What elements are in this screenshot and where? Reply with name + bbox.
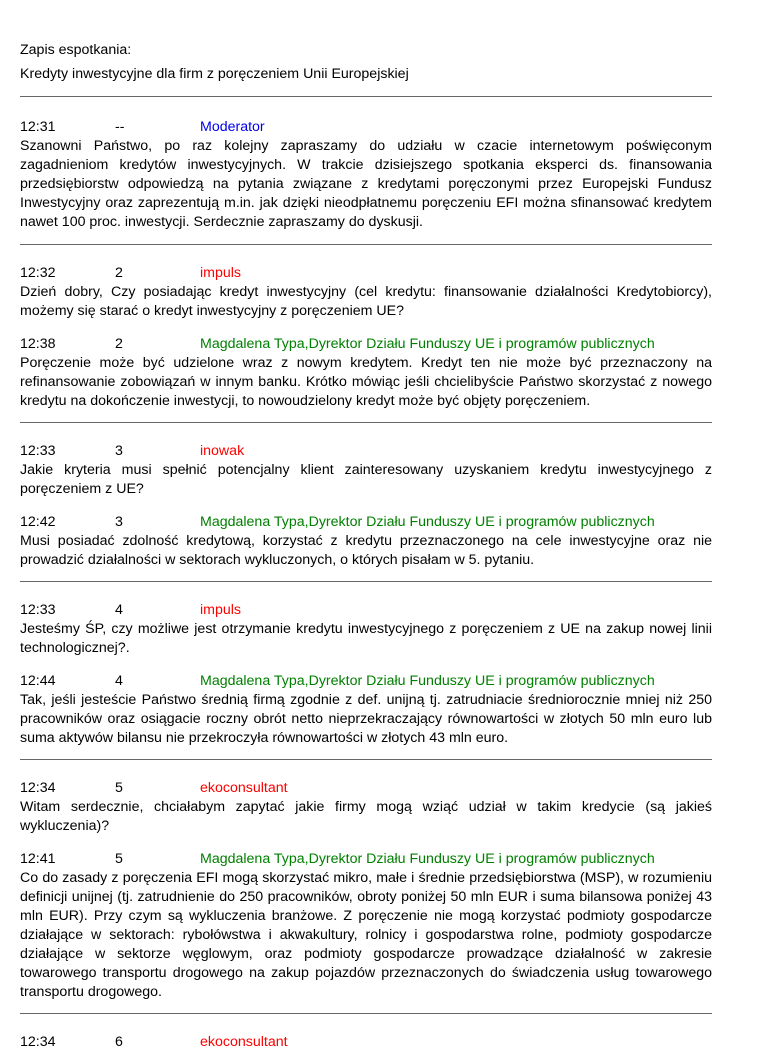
message-text: Szanowni Państwo, po raz kolejny zapraszamy do udziału w czacie internetowym poświęconym zagadnieniom kredytów inwestycyjnych. W trakcie dzisiejszego spotkania eksperci ds. finansowania przedsiębiorstw odpowiedzą na pytania związane z kredytami poręczonymi przez Europejski Fundusz Inwestycyjny oraz zaprezentują m.in. jak dzięki nieodpłatnemu poręczeniu EFI można sfinansować kredytem nawet 100 proc. inwestycji. Serdecznie zapraszamy do dyskusji. — [20, 138, 712, 230]
message-time: 12:38 — [20, 336, 56, 352]
divider — [20, 581, 712, 582]
transcript-label: Zapis espotkania: — [20, 42, 132, 58]
message-author: Magdalena Typa,Dyrektor Działu Funduszy UE i programów publicznych — [200, 514, 655, 530]
message-number: 3 — [115, 443, 123, 459]
message-text: Musi posiadać zdolność kredytową, korzystać z kredytu przeznaczonego na cele inwestycyjne oraz nie prowadzić działalności w sektorach wykluczonych, o których pisałam w 5. pytaniu. — [20, 533, 712, 568]
divider — [20, 96, 712, 97]
message-number: -- — [115, 119, 125, 135]
message-time: 12:33 — [20, 602, 56, 618]
message-text: Witam serdecznie, chciałabym zapytać jakie firmy mogą wziąć udział w takim kredycie (są jakieś wykluczenia)? — [20, 799, 712, 834]
message-text: Co do zasady z poręczenia EFI mogą skorzystać mikro, małe i średnie przedsiębiorstwa (MSP), w rozumieniu definicji unijnej (tj. zatrudnienie do 250 pracowników, obroty poniżej 50 mln EUR i suma bilansowa poniżej 43 mln EUR). Przy czym są wykluczenia branżowe. Z poręczenie nie mogą korzystać podmioty gospodarcze działające w sektorach: rybołówstwa i akwakultury, rolnicy i gospodarstwa rolne, podmioty gospodarcze działające w sektorze węglowym, oraz podmioty gospodarcze prowadzące działalność w zakresie towarowego transportu drogowego na zakup pojazdów przeznaczonych do świadczenia usług towarowego transportu drogowego. — [20, 870, 712, 1000]
message-number: 5 — [115, 780, 123, 796]
message-number: 5 — [115, 851, 123, 867]
divider — [20, 1013, 712, 1014]
divider — [20, 759, 712, 760]
message-number: 6 — [115, 1034, 123, 1050]
message-author: Moderator — [200, 119, 265, 135]
question — [20, 601, 712, 658]
question — [20, 779, 712, 836]
message-number: 2 — [115, 336, 123, 352]
message-number: 3 — [115, 514, 123, 530]
message-time: 12:44 — [20, 673, 56, 689]
message-number: 4 — [115, 602, 123, 618]
message-author: ekoconsultant — [200, 1034, 288, 1050]
divider — [20, 422, 712, 423]
message-time: 12:32 — [20, 265, 56, 281]
question — [20, 264, 712, 321]
message-time: 12:41 — [20, 851, 56, 867]
transcript-page — [20, 38, 712, 1052]
divider — [20, 244, 712, 245]
message-number: 4 — [115, 673, 123, 689]
message-author: impuls — [200, 602, 241, 618]
message-author: inowak — [200, 443, 245, 459]
message-text: Jakie kryteria musi spełnić potencjalny klient zainteresowany uzyskaniem kredytu inwestycyjnego z poręczeniem z UE? — [20, 462, 712, 497]
message-text: Tak, jeśli jesteście Państwo średnią firmą zgodnie z def. unijną tj. zatrudniacie średniorocznie mniej niż 250 pracowników oraz osiągacie roczny obrót netto nieprzekraczający równowartości w złotych 50 mln euro lub suma aktywów bilansu nie przekroczyła równowartości w złotych 43 mln euro. — [20, 692, 712, 746]
answer — [20, 672, 712, 748]
message-author: impuls — [200, 265, 241, 281]
message-moderator — [20, 118, 712, 232]
transcript-title: Kredyty inwestycyjne dla firm z poręczeniem Unii Europejskiej — [20, 66, 409, 82]
answer — [20, 513, 712, 570]
message-time: 12:34 — [20, 780, 56, 796]
message-time: 12:31 — [20, 119, 56, 135]
message-author: Magdalena Typa,Dyrektor Działu Funduszy UE i programów publicznych — [200, 336, 655, 352]
message-text: Dzień dobry, Czy posiadając kredyt inwestycyjny (cel kredytu: finansowanie działalności Kredytobiorcy), możemy się starać o kredyt inwestycyjny z poręczeniem UE? — [20, 284, 712, 319]
question — [20, 442, 712, 499]
message-time: 12:42 — [20, 514, 56, 530]
answer — [20, 850, 712, 1002]
message-author: ekoconsultant — [200, 780, 288, 796]
message-author: Magdalena Typa,Dyrektor Działu Funduszy UE i programów publicznych — [200, 673, 655, 689]
message-text: Jesteśmy ŚP, czy możliwe jest otrzymanie kredytu inwestycyjnego z poręczeniem z UE na zakup nowej linii technologicznej?. — [20, 621, 712, 656]
message-time: 12:33 — [20, 443, 56, 459]
message-text: Poręczenie może być udzielone wraz z nowym kredytem. Kredyt ten nie może być przeznaczony na refinansowanie zobowiązań w innym banku. Krótko mówiąc jeśli chcielibyście Państwo skorzystać z nowego kredytu na dokończenie inwestycji, to nowoudzielony kredyt może być objęty poręczeniem. — [20, 355, 712, 409]
message-time: 12:34 — [20, 1034, 56, 1050]
answer — [20, 335, 712, 411]
message-number: 2 — [115, 265, 123, 281]
question — [20, 1033, 712, 1052]
message-author: Magdalena Typa,Dyrektor Działu Funduszy UE i programów publicznych — [200, 851, 655, 867]
